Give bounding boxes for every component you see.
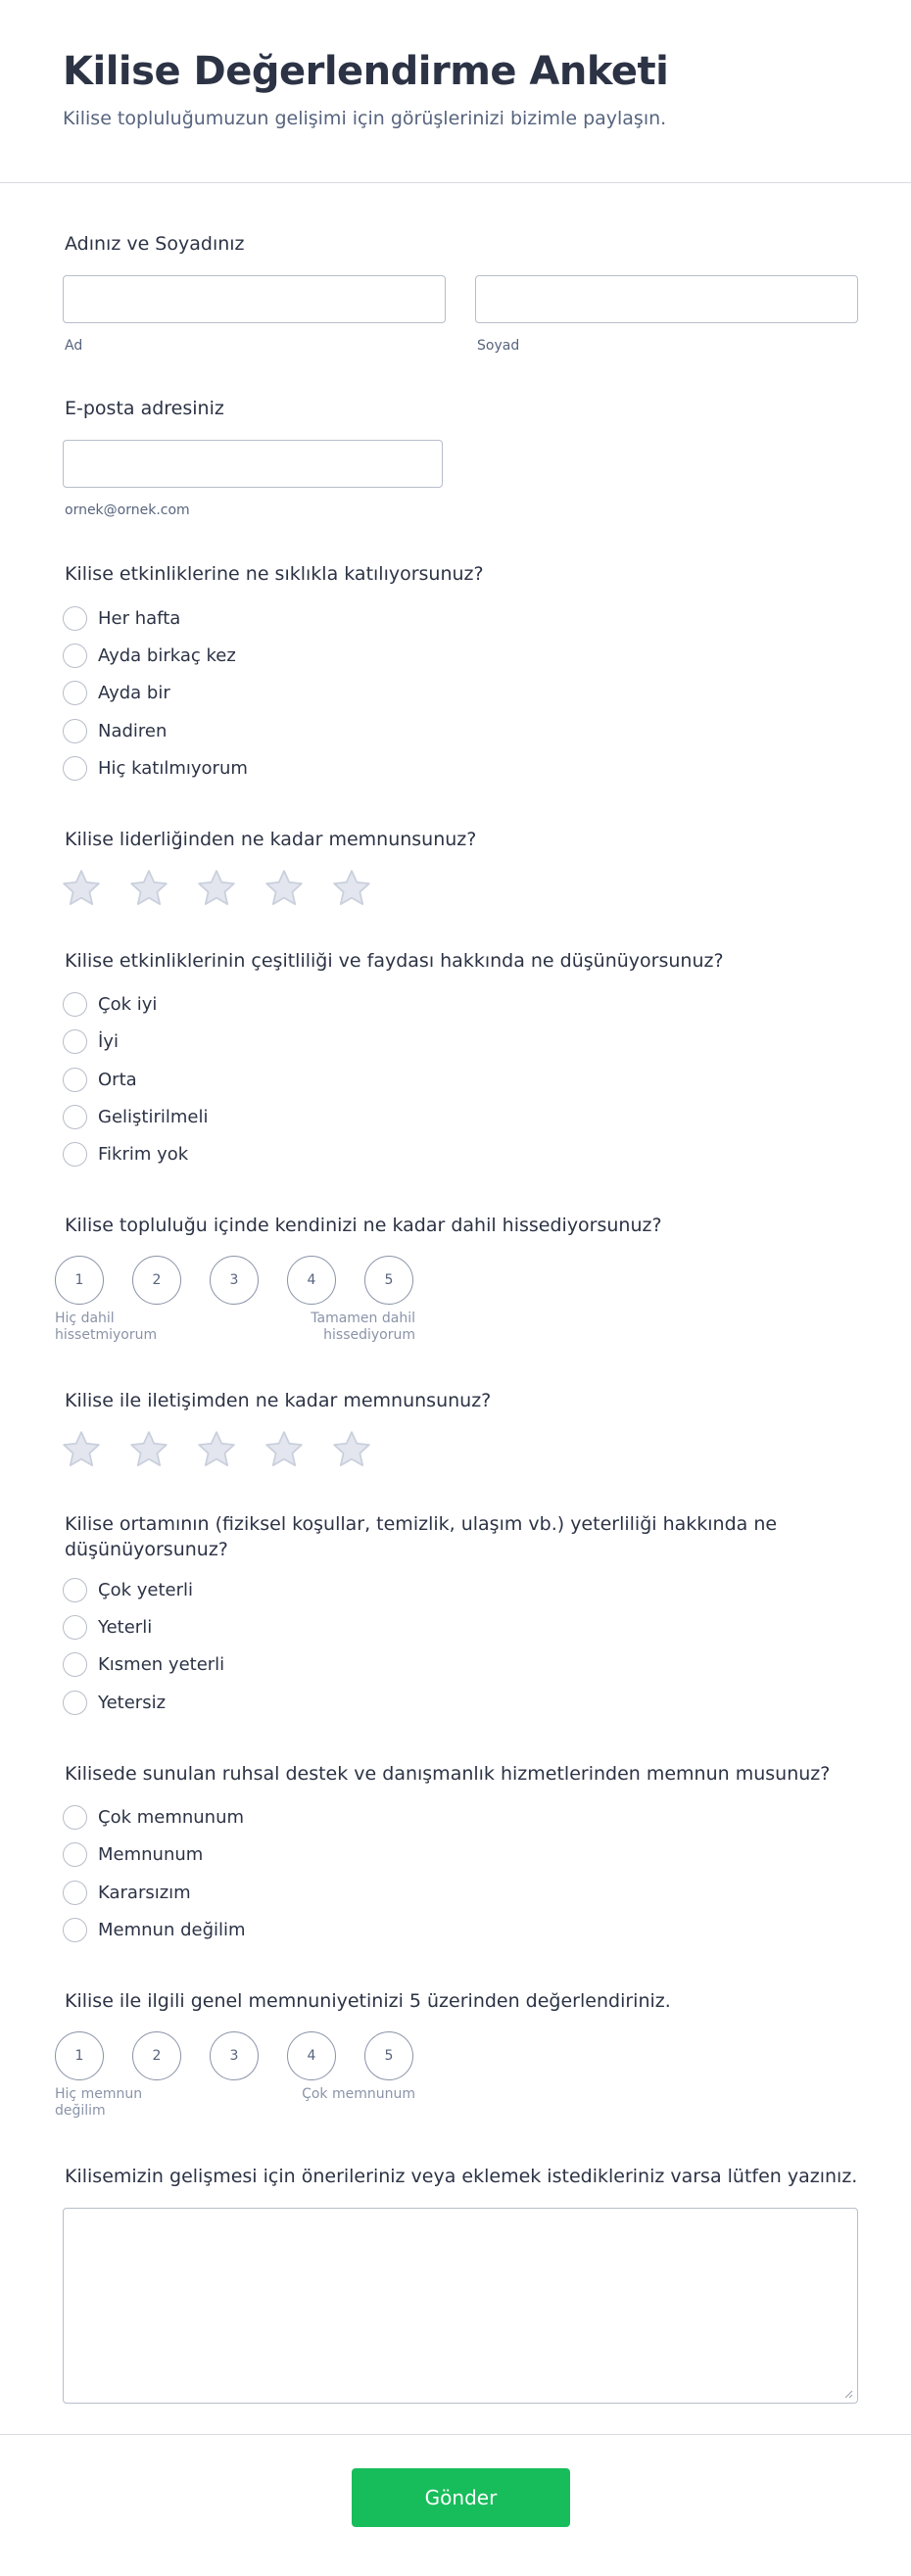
environment-option-label: Yeterli: [98, 1616, 153, 1638]
radio-button[interactable]: [63, 1615, 87, 1640]
support-option-label: Memnun değilim: [98, 1919, 246, 1940]
communication-star-rating: [61, 1429, 372, 1470]
support-option-label: Kararsızım: [98, 1882, 191, 1903]
frequency-option[interactable]: [63, 680, 170, 705]
radio-button[interactable]: [63, 1142, 87, 1167]
scale-min-caption: Hiç dahil hissetmiyorum: [55, 1311, 158, 1343]
first-name-sublabel: Ad: [65, 338, 83, 354]
radio-button[interactable]: [63, 1805, 87, 1830]
variety-option-label: Geliştirilmeli: [98, 1106, 209, 1127]
star-icon[interactable]: [331, 868, 372, 909]
footer-divider: [0, 2434, 911, 2435]
frequency-question-label: Kilise etkinliklerine ne sıklıkla katılıyorsunuz?: [65, 563, 484, 585]
radio-button[interactable]: [63, 1652, 87, 1677]
radio-button[interactable]: [63, 756, 87, 781]
scale-option[interactable]: 5: [364, 2031, 413, 2080]
radio-button[interactable]: [63, 1691, 87, 1715]
star-icon[interactable]: [128, 868, 169, 909]
scale-option[interactable]: 5: [364, 1256, 413, 1305]
environment-question-label: Kilise ortamının (fiziksel koşullar, temizlik, ulaşım vb.) yeterliliği hakkında ne düşünüyorsunuz?: [65, 1513, 778, 1560]
scale-option[interactable]: 3: [210, 2031, 259, 2080]
environment-option-label: Yetersiz: [98, 1692, 167, 1713]
variety-question-label: Kilise etkinliklerinin çeşitliliği ve faydası hakkında ne düşünüyorsunuz?: [65, 950, 724, 972]
communication-question-label: Kilise ile iletişimden ne kadar memnunsunuz?: [65, 1390, 492, 1411]
radio-button[interactable]: [63, 1881, 87, 1905]
overall-scale: [55, 2031, 413, 2080]
support-option-label: Çok memnunum: [98, 1806, 245, 1828]
environment-option[interactable]: [63, 1651, 224, 1677]
support-option-label: Memnunum: [98, 1843, 204, 1865]
email-label: E-posta adresiniz: [65, 398, 224, 419]
suggestions-textarea[interactable]: [63, 2208, 858, 2404]
frequency-option[interactable]: [63, 605, 180, 631]
resize-grip-icon[interactable]: [843, 2389, 853, 2399]
frequency-option[interactable]: [63, 755, 248, 781]
email-input[interactable]: [63, 440, 443, 488]
radio-button[interactable]: [63, 1029, 87, 1054]
scale-option[interactable]: 4: [287, 1256, 336, 1305]
variety-option[interactable]: [63, 1141, 188, 1167]
overall-question-label: Kilise ile ilgili genel memnuniyetinizi 5 üzerinden değerlendiriniz.: [65, 1990, 671, 2012]
page-title: Kilise Değerlendirme Anketi: [63, 49, 669, 94]
variety-option-label: Fikrim yok: [98, 1143, 189, 1165]
leadership-star-rating: [61, 868, 372, 909]
radio-button[interactable]: [63, 644, 87, 668]
star-icon[interactable]: [196, 1429, 237, 1470]
scale-option[interactable]: 4: [287, 2031, 336, 2080]
last-name-input[interactable]: [475, 275, 858, 323]
scale-max-caption: Tamamen dahil hissediyorum: [311, 1311, 415, 1343]
page-subtitle: Kilise topluluğumuzun gelişimi için görüşlerinizi bizimle paylaşın.: [63, 108, 667, 129]
scale-option[interactable]: 1: [55, 1256, 104, 1305]
scale-min-caption: Hiç memnun değilim: [55, 2086, 143, 2119]
variety-option[interactable]: [63, 1067, 137, 1092]
environment-option[interactable]: [63, 1614, 152, 1640]
star-icon[interactable]: [61, 1429, 102, 1470]
submit-button[interactable]: Gönder: [352, 2468, 570, 2527]
scale-option[interactable]: 1: [55, 2031, 104, 2080]
scale-max-caption: Çok memnunum: [302, 2086, 415, 2102]
scale-option[interactable]: 3: [210, 1256, 259, 1305]
environment-option[interactable]: [63, 1690, 166, 1715]
radio-button[interactable]: [63, 1578, 87, 1602]
radio-button[interactable]: [63, 1842, 87, 1867]
suggestions-question-label: Kilisemizin gelişmesi için önerileriniz veya eklemek istedikleriniz varsa lütfen yazınız.: [65, 2166, 858, 2187]
frequency-option-label: Ayda birkaç kez: [98, 644, 236, 666]
email-sublabel: ornek@ornek.com: [65, 502, 190, 518]
variety-option-label: Orta: [98, 1069, 137, 1090]
radio-button[interactable]: [63, 1068, 87, 1092]
radio-button[interactable]: [63, 681, 87, 705]
variety-option[interactable]: [63, 1028, 119, 1054]
name-label: Adınız ve Soyadınız: [65, 233, 245, 255]
environment-option[interactable]: [63, 1577, 193, 1602]
belonging-scale: [55, 1256, 413, 1305]
radio-button[interactable]: [63, 719, 87, 743]
header-divider: [0, 182, 911, 183]
last-name-sublabel: Soyad: [477, 338, 520, 354]
frequency-option-label: Her hafta: [98, 607, 181, 629]
support-option[interactable]: [63, 1841, 203, 1867]
star-icon[interactable]: [128, 1429, 169, 1470]
frequency-option-label: Hiç katılmıyorum: [98, 757, 248, 779]
support-option[interactable]: [63, 1804, 244, 1830]
first-name-input[interactable]: [63, 275, 446, 323]
star-icon[interactable]: [331, 1429, 372, 1470]
scale-option[interactable]: 2: [132, 2031, 181, 2080]
support-option[interactable]: [63, 1917, 246, 1942]
variety-option[interactable]: [63, 1104, 208, 1129]
frequency-option-label: Nadiren: [98, 720, 168, 741]
radio-button[interactable]: [63, 1918, 87, 1942]
variety-option[interactable]: [63, 991, 157, 1017]
frequency-option[interactable]: [63, 718, 167, 743]
variety-option-label: İyi: [98, 1030, 119, 1052]
radio-button[interactable]: [63, 992, 87, 1017]
belonging-question-label: Kilise topluluğu içinde kendinizi ne kadar dahil hissediyorsunuz?: [65, 1215, 662, 1236]
star-icon[interactable]: [264, 1429, 305, 1470]
environment-option-label: Çok yeterli: [98, 1579, 193, 1600]
star-icon[interactable]: [196, 868, 237, 909]
frequency-option[interactable]: [63, 643, 236, 668]
star-icon[interactable]: [61, 868, 102, 909]
frequency-option-label: Ayda bir: [98, 682, 170, 703]
star-icon[interactable]: [264, 868, 305, 909]
leadership-question-label: Kilise liderliğinden ne kadar memnunsunuz?: [65, 829, 477, 850]
support-option[interactable]: [63, 1880, 191, 1905]
scale-option[interactable]: 2: [132, 1256, 181, 1305]
radio-button[interactable]: [63, 1105, 87, 1129]
variety-option-label: Çok iyi: [98, 993, 158, 1015]
support-question-label: Kilisede sunulan ruhsal destek ve danışmanlık hizmetlerinden memnun musunuz?: [65, 1763, 831, 1785]
environment-option-label: Kısmen yeterli: [98, 1653, 225, 1675]
radio-button[interactable]: [63, 606, 87, 631]
